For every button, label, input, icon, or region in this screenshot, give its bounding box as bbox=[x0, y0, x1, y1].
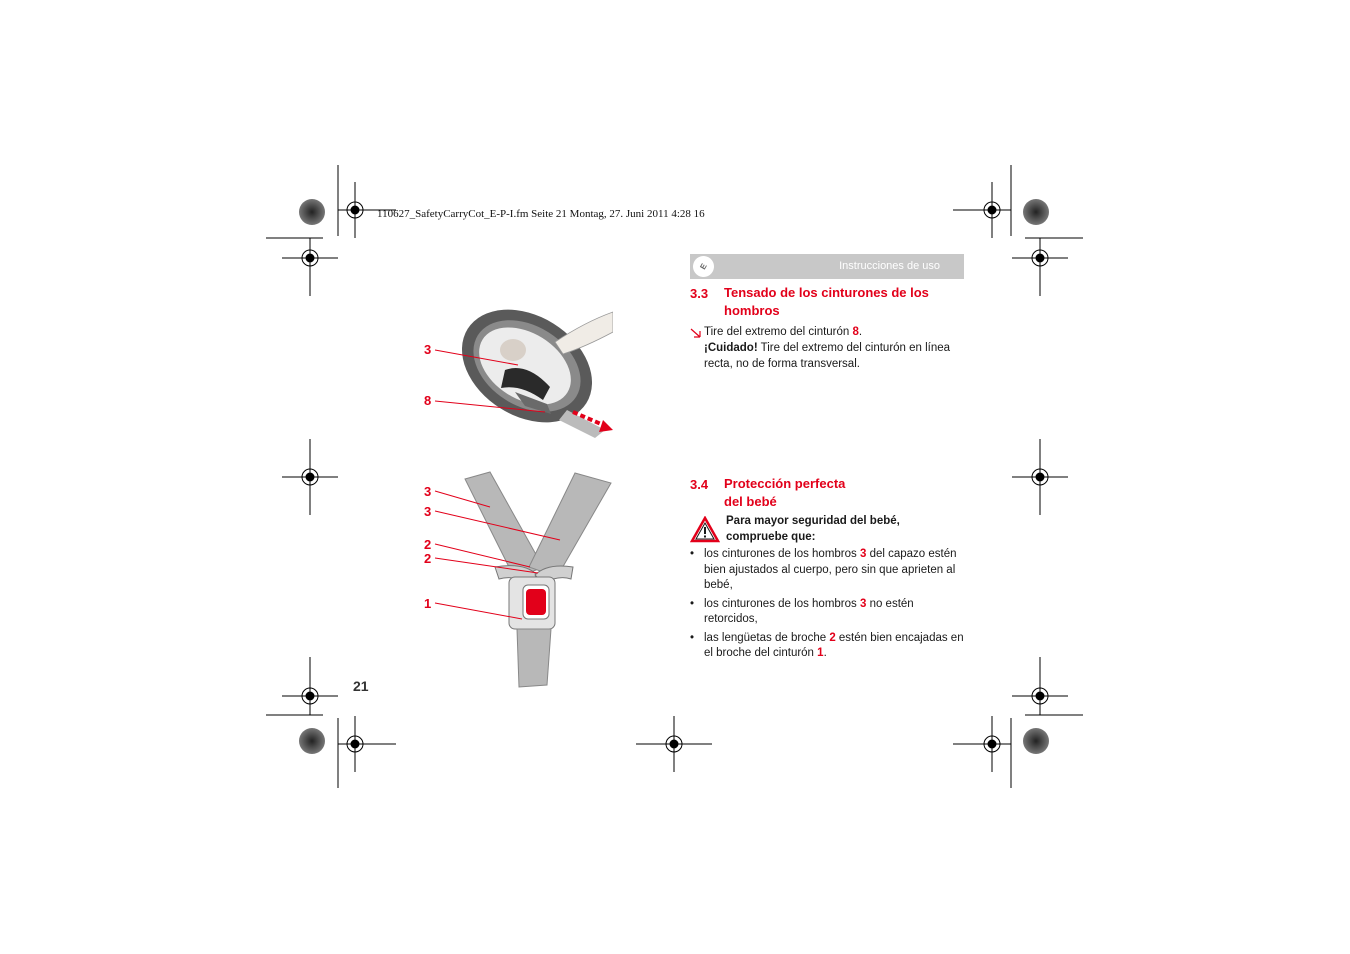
page-number: 21 bbox=[353, 678, 369, 694]
callout-1: 1 bbox=[424, 596, 432, 611]
section-title-line: hombros bbox=[724, 303, 780, 318]
callout-2: 2 bbox=[424, 537, 432, 552]
section-title-line: del bebé bbox=[724, 494, 777, 509]
step-arrow-icon bbox=[690, 327, 702, 339]
section-title bbox=[724, 284, 964, 320]
ref-2: 2 bbox=[829, 631, 836, 644]
callout-3: 3 bbox=[424, 484, 432, 499]
caution-note: ¡Cuidado! Tire del extremo del cinturón en línea recta, no de forma transversal. bbox=[704, 342, 951, 370]
language-badge: E bbox=[689, 252, 718, 281]
warning-triangle-icon bbox=[690, 516, 720, 543]
callout-2: 2 bbox=[424, 551, 432, 566]
section-number: 3.3 bbox=[690, 286, 709, 301]
list-item: • los cinturones de los hombros 3 no estén retorcidos, bbox=[690, 597, 966, 628]
ref-8: 8 bbox=[852, 326, 859, 338]
section-title-line: Protección perfecta bbox=[724, 476, 846, 491]
section-number: 3.4 bbox=[690, 477, 709, 492]
section-title bbox=[724, 475, 964, 511]
callout-3: 3 bbox=[424, 504, 432, 519]
section-title-line: Tensado de los cinturones de los bbox=[724, 285, 929, 300]
color-target-icon bbox=[299, 728, 325, 754]
color-target-icon bbox=[299, 199, 325, 225]
bottom-figure-leaders bbox=[430, 485, 580, 630]
ref-3: 3 bbox=[859, 548, 867, 560]
color-target-icon bbox=[1023, 199, 1049, 225]
ref-3: 3 bbox=[859, 597, 867, 610]
list-item: • los cinturones de los hombros 3 del capazo estén bien ajustados al cuerpo, pero sin que aprieten al bebé, bbox=[690, 547, 966, 594]
checklist bbox=[690, 547, 966, 665]
ref-1: 1 bbox=[817, 647, 824, 659]
print-filename: 110627_SafetyCarryCot_E-P-I.fm Seite 21 Montag, 27. Juni 2011 4:28 16 bbox=[377, 208, 705, 220]
list-item: • las lengüetas de broche 2 estén bien encajadas en el broche del cinturón 1. bbox=[690, 631, 966, 662]
warning-text: Para mayor seguridad del bebé, compruebe que: bbox=[726, 515, 900, 543]
section-header-bar bbox=[690, 254, 964, 279]
callout-3: 3 bbox=[424, 342, 432, 357]
callout-8: 8 bbox=[424, 393, 432, 408]
header-title: Instrucciones de uso bbox=[839, 260, 940, 272]
caution-label: ¡Cuidado! bbox=[704, 342, 758, 354]
top-figure-leaders bbox=[430, 340, 570, 420]
color-target-icon bbox=[1023, 728, 1049, 754]
step-instruction: Tire del extremo del cinturón 8. bbox=[704, 326, 863, 338]
